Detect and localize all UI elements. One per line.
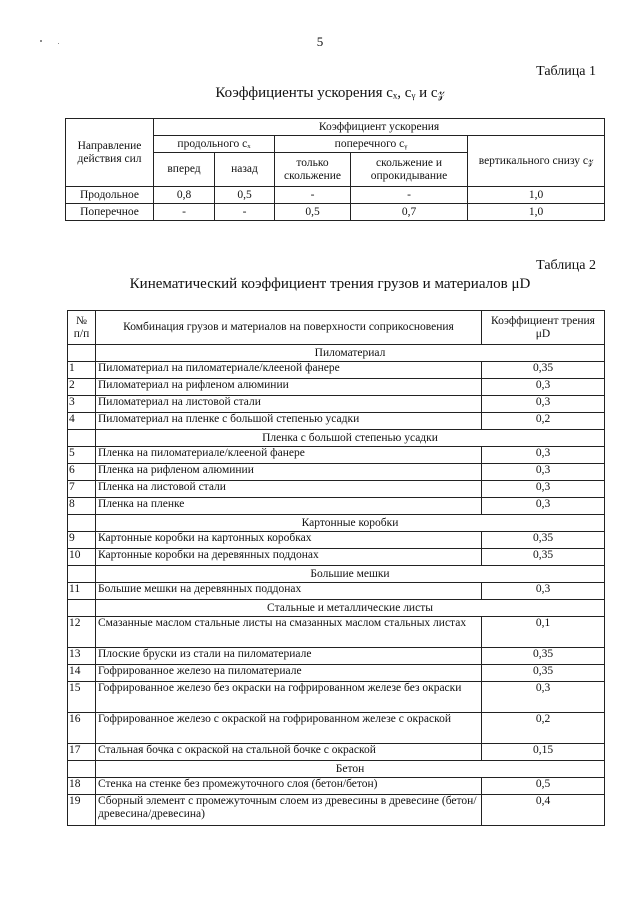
table-row xyxy=(68,744,605,761)
table1-title: Коэффициенты ускорения cₓ, cᵧ и c𝓏 xyxy=(215,85,445,101)
row-number: 8 xyxy=(68,498,96,515)
row-coefficient: 0,2 xyxy=(482,413,605,430)
group-row xyxy=(68,600,605,617)
row-number: 19 xyxy=(68,795,96,826)
row-coefficient: 0,35 xyxy=(482,648,605,665)
row-number: 5 xyxy=(68,447,96,464)
row-combination: Пиломатериал на листовой стали xyxy=(96,396,482,413)
friction-table-body xyxy=(68,345,605,826)
row-coefficient: 0,35 xyxy=(482,549,605,566)
row-forward: 0,8 xyxy=(154,187,215,204)
table2-title: Кинематический коэффициент трения грузов и материалов μD xyxy=(129,276,531,292)
row-sliding-only: - xyxy=(275,187,351,204)
row-sliding-tipping: - xyxy=(351,187,468,204)
table-row xyxy=(68,795,605,826)
row-combination: Стальная бочка с окраской на стальной бочке с окраской xyxy=(96,744,482,761)
row-coefficient: 0,35 xyxy=(482,665,605,682)
row-vertical: 1,0 xyxy=(468,187,605,204)
table-row xyxy=(68,617,605,648)
header-vertical: вертикального снизу c𝓏 xyxy=(468,136,605,187)
group-num-cell xyxy=(68,600,96,617)
header-direction: Направление действия сил xyxy=(66,119,154,187)
row-combination: Плоские бруски из стали на пиломатериале xyxy=(96,648,482,665)
table-row xyxy=(68,532,605,549)
table-row xyxy=(68,413,605,430)
header-longitudinal: продольного cₓ xyxy=(154,136,275,153)
row-combination: Смазанные маслом стальные листы на смазанных маслом стальных листах xyxy=(96,617,482,648)
group-heading: Пиломатериал xyxy=(96,345,605,362)
row-number: 9 xyxy=(68,532,96,549)
table-row xyxy=(66,187,605,204)
row-number: 13 xyxy=(68,648,96,665)
row-sliding-tipping: 0,7 xyxy=(351,204,468,221)
row-number: 16 xyxy=(68,713,96,744)
group-row xyxy=(68,566,605,583)
row-coefficient: 0,3 xyxy=(482,498,605,515)
row-number: 12 xyxy=(68,617,96,648)
row-combination: Сборный элемент с промежуточным слоем из древесины в древесине (бетон/древесина/древесина) xyxy=(96,795,482,826)
row-direction: Поперечное xyxy=(66,204,154,221)
row-combination: Картонные коробки на деревянных поддонах xyxy=(96,549,482,566)
row-backward: - xyxy=(215,204,275,221)
row-number: 1 xyxy=(68,362,96,379)
table-row xyxy=(68,549,605,566)
row-combination: Пленка на рифленом алюминии xyxy=(96,464,482,481)
row-coefficient: 0,3 xyxy=(482,481,605,498)
header-sliding-tipping: скольжение и опрокидывание xyxy=(351,153,468,187)
group-num-cell xyxy=(68,566,96,583)
row-combination: Пиломатериал на пиломатериале/клееной фанере xyxy=(96,362,482,379)
row-coefficient: 0,3 xyxy=(482,447,605,464)
row-combination: Пленка на пиломатериале/клееной фанере xyxy=(96,447,482,464)
row-combination: Гофрированное железо на пиломатериале xyxy=(96,665,482,682)
table-row xyxy=(68,464,605,481)
table-row xyxy=(68,362,605,379)
page-number: 5 xyxy=(316,34,324,49)
table1-caption: Таблица 1 xyxy=(536,64,596,79)
row-combination: Пленка на листовой стали xyxy=(96,481,482,498)
table-row xyxy=(68,396,605,413)
row-combination: Пиломатериал на пленке с большой степенью усадки xyxy=(96,413,482,430)
group-heading: Большие мешки xyxy=(96,566,605,583)
row-coefficient: 0,3 xyxy=(482,464,605,481)
row-combination: Картонные коробки на картонных коробках xyxy=(96,532,482,549)
row-combination: Большие мешки на деревянных поддонах xyxy=(96,583,482,600)
row-number: 11 xyxy=(68,583,96,600)
row-coefficient: 0,5 xyxy=(482,778,605,795)
row-coefficient: 0,3 xyxy=(482,583,605,600)
row-coefficient: 0,3 xyxy=(482,379,605,396)
row-number: 18 xyxy=(68,778,96,795)
header-num: № п/п xyxy=(68,311,96,345)
table-row xyxy=(68,583,605,600)
table-row xyxy=(68,379,605,396)
row-combination: Гофрированное железо с окраской на гофрированном железе с окраской xyxy=(96,713,482,744)
table-row xyxy=(66,204,605,221)
group-row xyxy=(68,761,605,778)
row-coefficient: 0,35 xyxy=(482,362,605,379)
row-combination: Пленка на пленке xyxy=(96,498,482,515)
row-sliding-only: 0,5 xyxy=(275,204,351,221)
header-forward: вперед xyxy=(154,153,215,187)
table-row xyxy=(68,481,605,498)
group-num-cell xyxy=(68,430,96,447)
table-row xyxy=(68,682,605,713)
row-number: 17 xyxy=(68,744,96,761)
group-heading: Стальные и металлические листы xyxy=(96,600,605,617)
row-number: 10 xyxy=(68,549,96,566)
row-number: 14 xyxy=(68,665,96,682)
table-row xyxy=(68,713,605,744)
row-coefficient: 0,3 xyxy=(482,682,605,713)
row-coefficient: 0,1 xyxy=(482,617,605,648)
row-number: 4 xyxy=(68,413,96,430)
row-combination: Пиломатериал на рифленом алюминии xyxy=(96,379,482,396)
row-coefficient: 0,3 xyxy=(482,396,605,413)
group-num-cell xyxy=(68,761,96,778)
acceleration-coefficients-table xyxy=(65,118,605,221)
row-combination: Гофрированное железо без окраски на гофрированном железе без окраски xyxy=(96,682,482,713)
row-coefficient: 0,15 xyxy=(482,744,605,761)
row-combination: Стенка на стенке без промежуточного слоя (бетон/бетон) xyxy=(96,778,482,795)
row-forward: - xyxy=(154,204,215,221)
row-number: 15 xyxy=(68,682,96,713)
header-combination: Комбинация грузов и материалов на поверхности соприкосновения xyxy=(96,311,482,345)
header-transverse: поперечного cᵧ xyxy=(275,136,468,153)
group-heading: Пленка с большой степенью усадки xyxy=(96,430,605,447)
group-row xyxy=(68,345,605,362)
header-sliding-only: только скольжение xyxy=(275,153,351,187)
header-backward: назад xyxy=(215,153,275,187)
group-heading: Картонные коробки xyxy=(96,515,605,532)
group-num-cell xyxy=(68,345,96,362)
row-number: 3 xyxy=(68,396,96,413)
table-row xyxy=(68,648,605,665)
row-number: 7 xyxy=(68,481,96,498)
row-coefficient: 0,2 xyxy=(482,713,605,744)
table-row xyxy=(68,778,605,795)
row-backward: 0,5 xyxy=(215,187,275,204)
table-row xyxy=(68,665,605,682)
table-row xyxy=(68,498,605,515)
row-vertical: 1,0 xyxy=(468,204,605,221)
header-coefficient: Коэффициент ускорения xyxy=(154,119,605,136)
row-direction: Продольное xyxy=(66,187,154,204)
group-heading: Бетон xyxy=(96,761,605,778)
group-num-cell xyxy=(68,515,96,532)
table-row xyxy=(68,447,605,464)
row-number: 2 xyxy=(68,379,96,396)
row-coefficient: 0,4 xyxy=(482,795,605,826)
group-row xyxy=(68,515,605,532)
row-number: 6 xyxy=(68,464,96,481)
row-coefficient: 0,35 xyxy=(482,532,605,549)
friction-coefficients-table xyxy=(67,310,605,826)
group-row xyxy=(68,430,605,447)
table2-caption: Таблица 2 xyxy=(536,258,596,273)
header-coefficient: Коэффициент трения μD xyxy=(482,311,605,345)
